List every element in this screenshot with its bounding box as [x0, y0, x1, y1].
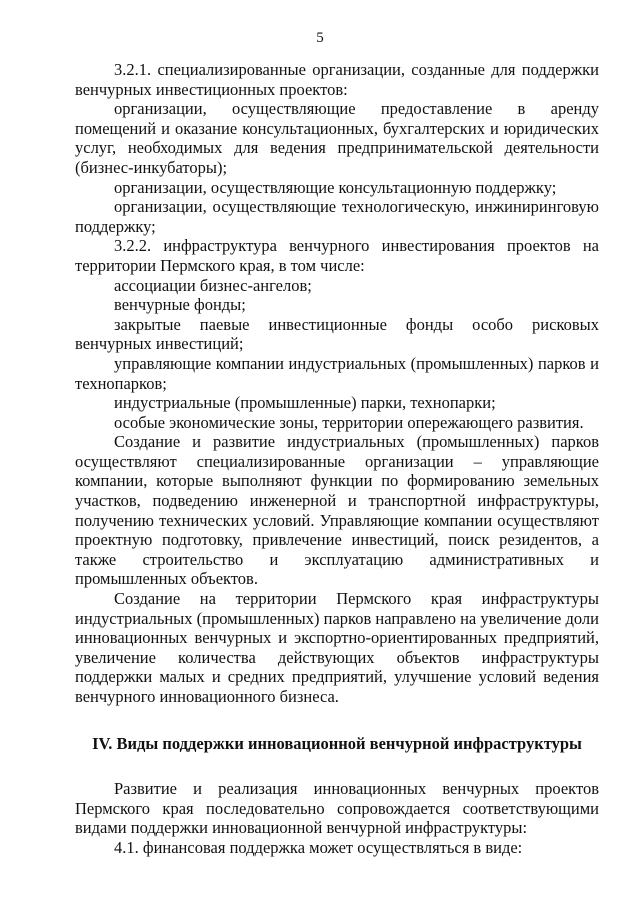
- paragraph-business-incubators: организации, осуществляющие предоставление в аренду помещений и оказание консультационных, бухгалтерских и юридических услуг, необходимых для ведения предпринимательской деятельности (бизнес-инкубаторы);: [75, 99, 599, 177]
- paragraph-industrial-parks: индустриальные (промышленные) парки, технопарки;: [114, 393, 496, 413]
- paragraph-development: Развитие и реализация инновационных венчурных проектов Пермского края последовательно сопровождается соответствующими видами поддержки инновационной венчурной инфраструктуры:: [75, 779, 599, 838]
- page-number: 5: [316, 30, 324, 46]
- paragraph-3-2-2: 3.2.2. инфраструктура венчурного инвестирования проектов на территории Пермского края, в том числе:: [75, 236, 599, 275]
- document-body: [75, 60, 599, 858]
- paragraph-4-1: 4.1. финансовая поддержка может осуществляться в виде:: [114, 837, 523, 857]
- paragraph-parks-infrastructure: Создание на территории Пермского края инфраструктуры индустриальных (промышленных) парков направлено на увеличение доли инновационных венчурных и экспортно-ориентированных предприятий, увеличение количества действующих объектов инфраструктуры поддержки малых и средних предприятий, улучшение условий ведения венчурного инновационного бизнеса.: [75, 589, 599, 706]
- paragraph-economic-zones: особые экономические зоны, территории опережающего развития.: [114, 412, 584, 432]
- paragraph-parks-creation: Создание и развитие индустриальных (промышленных) парков осуществляют специализированные организации – управляющие компании, которые выполняют функции по формированию земельных участков, подведению инженерной и транспортной инфраструктуры, получению технических условий. Управляющие компании осуществляют проектную подготовку, привлечение инвестиций, поиск резидентов, а также строительство и эксплуатацию административных и промышленных объектов.: [75, 432, 599, 589]
- paragraph-business-angels: ассоциации бизнес-ангелов;: [114, 275, 312, 295]
- paragraph-management-companies: управляющие компании индустриальных (промышленных) парков и технопарков;: [75, 353, 599, 393]
- paragraph-3-2-1: 3.2.1. специализированные организации, созданные для поддержки венчурных инвестиционных проектов:: [75, 60, 599, 99]
- paragraph-closed-funds: закрытые паевые инвестиционные фонды особо рисковых венчурных инвестиций;: [75, 314, 599, 354]
- section-heading: IV. Виды поддержки инновационной венчурной инфраструктуры: [92, 733, 582, 753]
- paragraph-consulting-support: организации, осуществляющие консультационную поддержку;: [114, 177, 557, 197]
- paragraph-engineering-support: организации, осуществляющие технологическую, инжиниринговую поддержку;: [75, 197, 599, 236]
- paragraph-venture-funds: венчурные фонды;: [114, 295, 246, 315]
